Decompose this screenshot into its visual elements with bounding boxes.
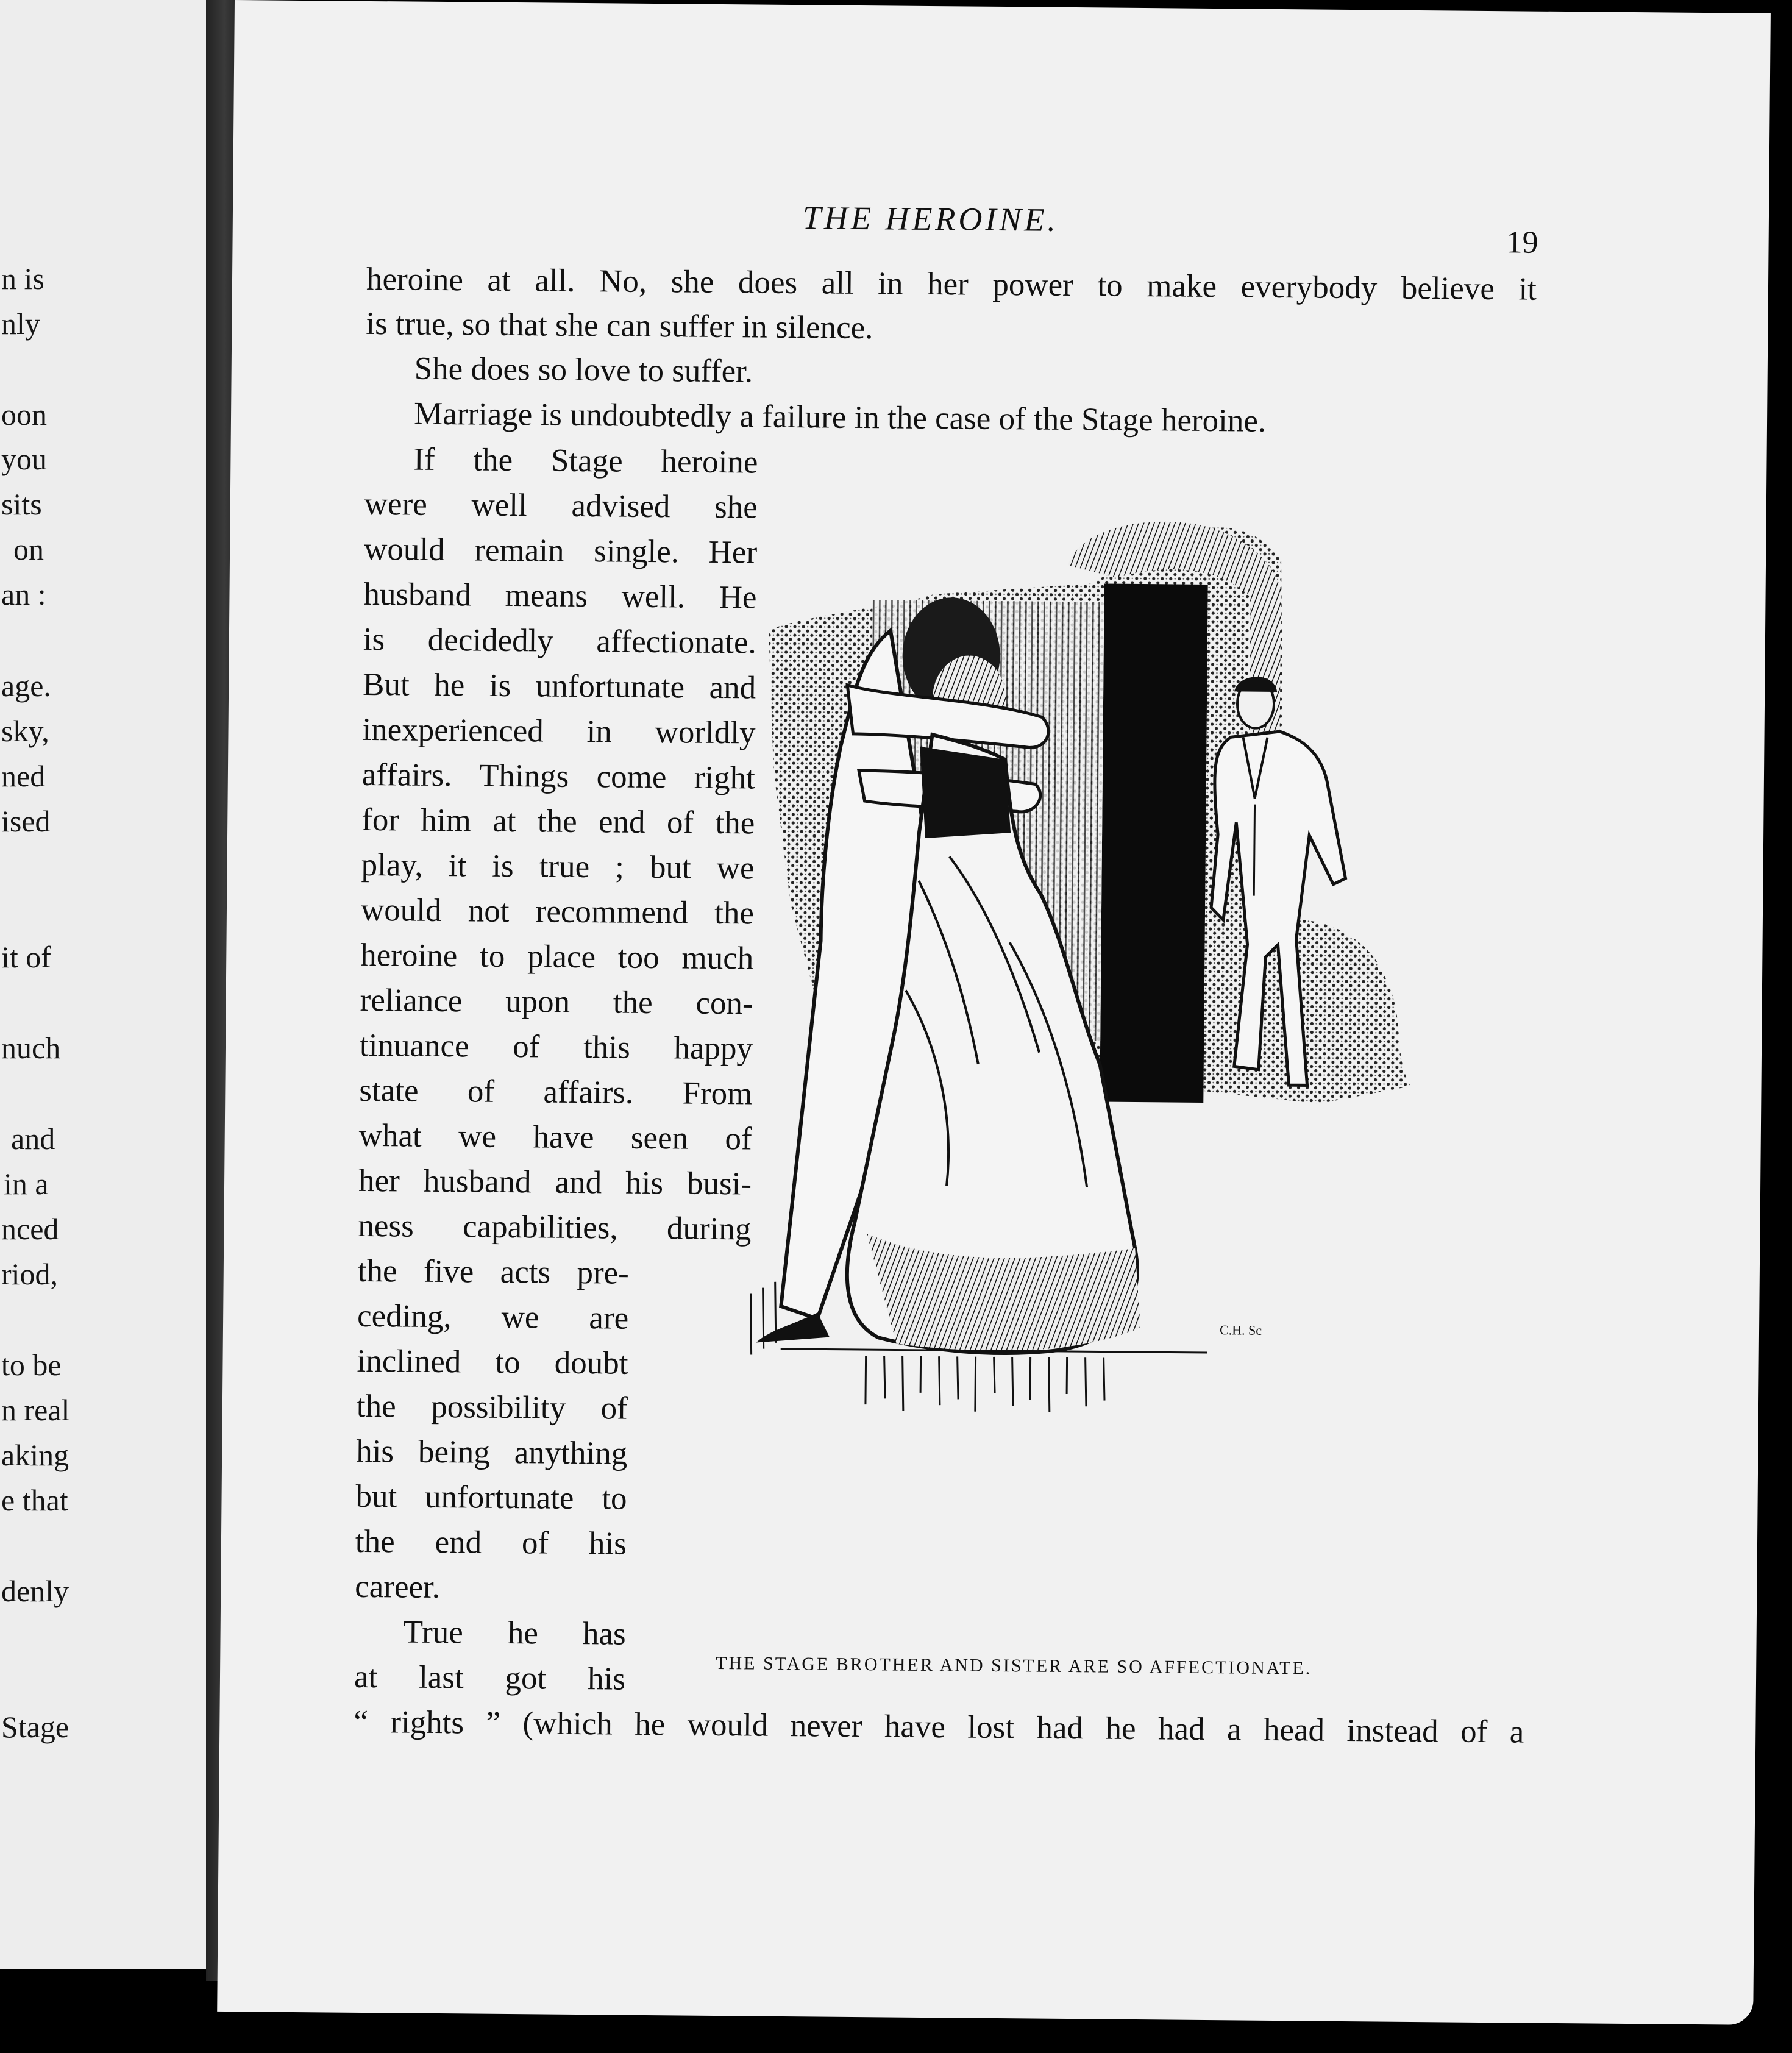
left-page-fragment: denly — [1, 1574, 69, 1608]
column-line: would remain single. Her — [363, 531, 758, 571]
left-page-fragment: it of — [1, 940, 51, 974]
artist-signature: C.H. Sc — [1219, 1322, 1262, 1338]
left-page-fragment: sits — [1, 487, 42, 521]
illustration-caption: THE STAGE BROTHER AND SISTER ARE SO AFFECTIONATE. — [716, 1653, 1312, 1679]
running-head: THE HEROINE. — [802, 199, 1059, 238]
left-page-fragment: sky, — [1, 714, 49, 748]
column-line: If the Stage heroine — [413, 441, 758, 480]
left-page-fragment: riod, — [1, 1257, 59, 1291]
left-page-fragment: Stage — [1, 1710, 69, 1744]
column-line: the end of his — [355, 1523, 627, 1562]
left-page-fragment: on — [13, 532, 44, 566]
column-line: the possibility of — [356, 1388, 628, 1426]
column-line: heroine to place too much — [360, 937, 754, 977]
left-page-fragment: and — [11, 1122, 55, 1156]
book-page — [217, 0, 1771, 2025]
column-line: is decidedly affectionate. — [363, 621, 757, 661]
left-page-fragment: e that — [1, 1483, 68, 1517]
engraving-illustration — [741, 513, 1507, 1660]
column-line: would not recommend the — [360, 892, 755, 931]
left-page-fragment: nced — [1, 1212, 59, 1246]
left-page-fragment: ned — [1, 759, 46, 793]
paragraph: Marriage is undoubtedly a failure in the case of the Stage heroine. — [413, 396, 1267, 439]
left-page-fragment: to be — [1, 1348, 62, 1382]
page-number: 19 — [1506, 225, 1538, 260]
column-line: for him at the end of the — [361, 802, 755, 841]
left-page-fragment: in a — [4, 1167, 49, 1201]
column-line: play, it is true ; but we — [361, 847, 755, 886]
text-line: heroine at all. No, she does all in her power to make everybody believe it — [366, 261, 1537, 307]
left-page-fragment: an : — [1, 577, 46, 611]
dark-doorway — [1100, 583, 1207, 1102]
column-line: the five acts pre- — [357, 1253, 630, 1291]
left-page-fragment: oon — [1, 397, 47, 432]
column-line: inclined to doubt — [357, 1343, 628, 1381]
column-line: inexperienced in worldly — [362, 711, 756, 751]
paragraph: She does so love to suffer. — [414, 350, 753, 390]
left-page-fragment: ised — [1, 804, 51, 838]
text-line: “ rights ” (which he would never have lost had he had a head instead of a — [354, 1704, 1524, 1750]
column-line: were well advised she — [364, 486, 758, 525]
column-line: ness capabilities, during — [358, 1208, 752, 1247]
left-page-fragment: aking — [1, 1438, 69, 1472]
column-line: state of affairs. From — [359, 1072, 753, 1112]
column-line: her husband and his busi- — [358, 1162, 752, 1202]
left-page-fragment: n real — [1, 1393, 70, 1427]
left-page — [0, 0, 215, 1969]
left-page-fragment: n is — [1, 262, 44, 296]
column-line: True he has — [403, 1614, 626, 1652]
left-page-fragment: you — [1, 442, 47, 476]
text-line: is true, so that she can suffer in silence. — [366, 305, 873, 346]
column-line: reliance upon the con- — [360, 982, 753, 1022]
left-page-fragment: nuch — [1, 1031, 61, 1065]
left-page-fragment: nly — [1, 307, 40, 341]
column-line: at last got his — [354, 1659, 626, 1697]
column-line: affairs. Things come right — [361, 756, 756, 796]
column-line: career. — [355, 1568, 441, 1606]
column-line: his being anything — [355, 1433, 628, 1471]
column-line: what we have seen of — [358, 1117, 752, 1157]
column-line: tinuance of this happy — [359, 1027, 753, 1067]
column-line: but unfortunate to — [355, 1478, 627, 1517]
column-line: But he is unfortunate and — [362, 666, 756, 706]
column-line: ceding, we are — [357, 1298, 629, 1336]
left-page-fragment: age. — [1, 669, 51, 703]
column-line: husband means well. He — [363, 576, 757, 616]
